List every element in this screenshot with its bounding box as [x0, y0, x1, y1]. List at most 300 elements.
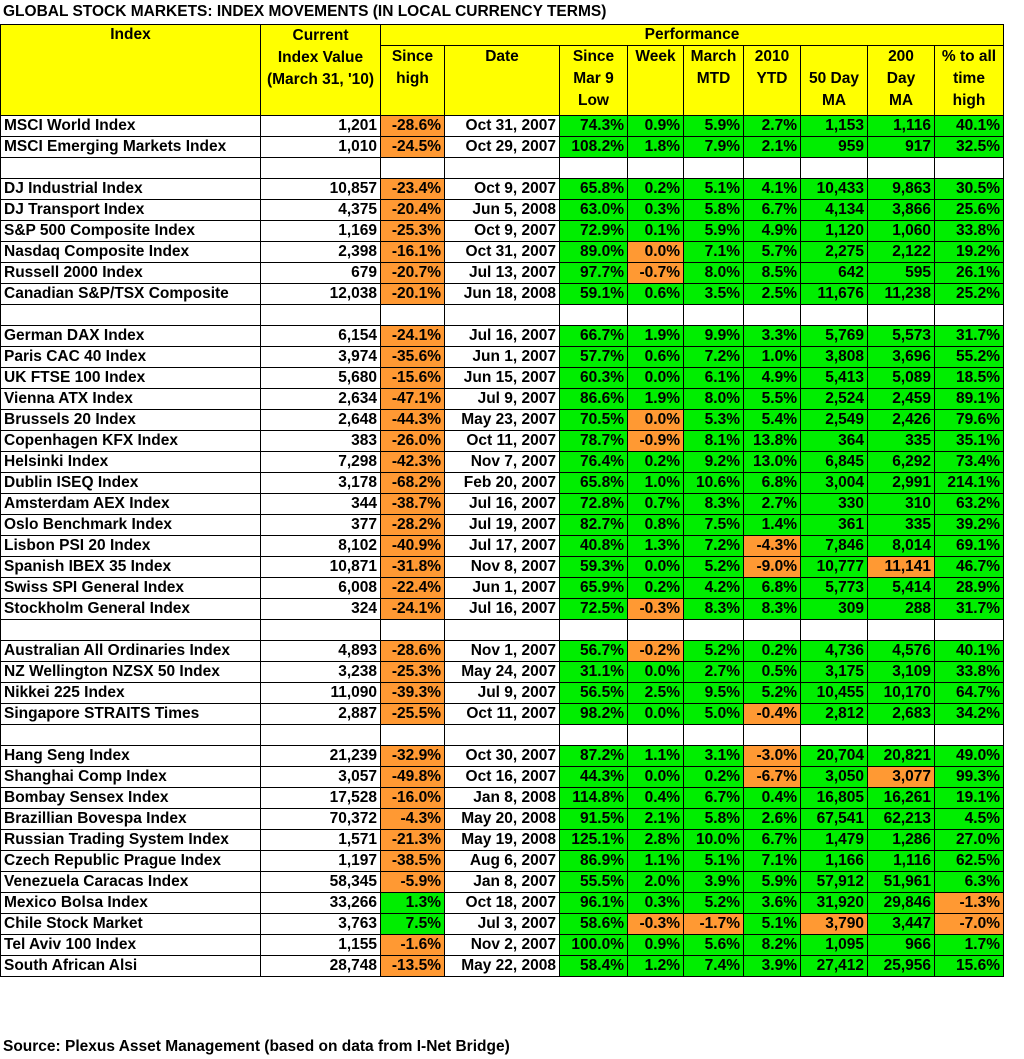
cell-high: -40.9% — [381, 536, 445, 557]
cell-ytd: 2.5% — [744, 284, 801, 305]
cell-ma50: 3,050 — [801, 767, 868, 788]
header-since-high-line2: high — [396, 70, 429, 87]
cell-mtd: 3.1% — [684, 746, 744, 767]
header-mtd-line1: March — [690, 48, 737, 65]
cell-high: -68.2% — [381, 473, 445, 494]
cell-week: 1.9% — [628, 389, 684, 410]
table-row — [1, 830, 1004, 851]
spacer-cell — [261, 305, 381, 326]
cell-name: Brussels 20 Index — [1, 410, 261, 431]
cell-ath: 26.1% — [935, 263, 1004, 284]
spacer-cell — [684, 725, 744, 746]
cell-ytd: 4.1% — [744, 179, 801, 200]
cell-mar9: 57.7% — [560, 347, 628, 368]
cell-ma200: 595 — [868, 263, 935, 284]
cell-week: -0.3% — [628, 914, 684, 935]
spacer-cell — [868, 305, 935, 326]
spacer-cell — [744, 725, 801, 746]
spacer-cell — [684, 620, 744, 641]
cell-ma200: 288 — [868, 599, 935, 620]
cell-mar9: 108.2% — [560, 137, 628, 158]
cell-high: -28.6% — [381, 116, 445, 137]
cell-ytd: 8.3% — [744, 599, 801, 620]
group-spacer — [1, 305, 1004, 326]
cell-mar9: 96.1% — [560, 893, 628, 914]
cell-high: -38.5% — [381, 851, 445, 872]
cell-name: DJ Transport Index — [1, 200, 261, 221]
cell-date: Nov 7, 2007 — [445, 452, 560, 473]
cell-mtd: 5.1% — [684, 179, 744, 200]
cell-ma50: 1,166 — [801, 851, 868, 872]
header-current-line2: Index Value — [277, 49, 364, 66]
cell-name: Hang Seng Index — [1, 746, 261, 767]
cell-name: Chile Stock Market — [1, 914, 261, 935]
cell-high: -47.1% — [381, 389, 445, 410]
cell-week: 0.0% — [628, 704, 684, 725]
cell-mar9: 58.4% — [560, 956, 628, 977]
cell-week: 1.2% — [628, 956, 684, 977]
cell-date: Jun 1, 2007 — [445, 347, 560, 368]
header-ath-line1: % to all — [941, 48, 997, 65]
cell-name: Copenhagen KFX Index — [1, 431, 261, 452]
cell-ma50: 4,736 — [801, 641, 868, 662]
cell-value: 3,763 — [261, 914, 381, 935]
table-row — [1, 452, 1004, 473]
cell-ma50: 10,777 — [801, 557, 868, 578]
cell-ath: 40.1% — [935, 641, 1004, 662]
cell-ma200: 2,426 — [868, 410, 935, 431]
cell-value: 33,266 — [261, 893, 381, 914]
cell-name: Vienna ATX Index — [1, 389, 261, 410]
cell-ath: 28.9% — [935, 578, 1004, 599]
cell-value: 58,345 — [261, 872, 381, 893]
cell-mtd: 7.2% — [684, 347, 744, 368]
cell-ath: 55.2% — [935, 347, 1004, 368]
cell-ma200: 11,141 — [868, 557, 935, 578]
cell-mtd: 5.8% — [684, 200, 744, 221]
cell-value: 324 — [261, 599, 381, 620]
header-mtd-line2: MTD — [696, 70, 731, 87]
cell-ytd: 0.2% — [744, 641, 801, 662]
table-row — [1, 242, 1004, 263]
spacer-cell — [744, 620, 801, 641]
cell-value: 10,857 — [261, 179, 381, 200]
cell-high: -32.9% — [381, 746, 445, 767]
cell-value: 1,169 — [261, 221, 381, 242]
cell-week: 0.4% — [628, 788, 684, 809]
cell-ytd: 5.9% — [744, 872, 801, 893]
cell-mtd: 9.9% — [684, 326, 744, 347]
table-row — [1, 137, 1004, 158]
cell-ath: 30.5% — [935, 179, 1004, 200]
cell-ytd: 0.5% — [744, 662, 801, 683]
cell-ma200: 2,459 — [868, 389, 935, 410]
cell-mar9: 125.1% — [560, 830, 628, 851]
cell-mtd: 8.1% — [684, 431, 744, 452]
cell-ma50: 2,524 — [801, 389, 868, 410]
cell-week: 0.3% — [628, 893, 684, 914]
cell-week: 0.8% — [628, 515, 684, 536]
cell-ath: 33.8% — [935, 662, 1004, 683]
cell-name: Lisbon PSI 20 Index — [1, 536, 261, 557]
cell-name: Australian All Ordinaries Index — [1, 641, 261, 662]
cell-ma200: 1,060 — [868, 221, 935, 242]
cell-ma200: 966 — [868, 935, 935, 956]
cell-value: 3,057 — [261, 767, 381, 788]
cell-week: 0.0% — [628, 410, 684, 431]
cell-ath: 40.1% — [935, 116, 1004, 137]
cell-mtd: 5.8% — [684, 809, 744, 830]
spacer-cell — [381, 305, 445, 326]
header-current-line1: Current — [292, 27, 349, 44]
source-note: Source: Plexus Asset Management (based on data from I-Net Bridge) — [3, 1038, 510, 1055]
cell-high: -24.5% — [381, 137, 445, 158]
table-row — [1, 221, 1004, 242]
cell-mar9: 72.9% — [560, 221, 628, 242]
cell-high: -20.4% — [381, 200, 445, 221]
table-row — [1, 662, 1004, 683]
cell-ytd: 3.3% — [744, 326, 801, 347]
spacer-cell — [445, 305, 560, 326]
cell-mtd: 5.6% — [684, 935, 744, 956]
table-row — [1, 578, 1004, 599]
cell-ath: 64.7% — [935, 683, 1004, 704]
cell-week: -0.9% — [628, 431, 684, 452]
cell-high: -20.7% — [381, 263, 445, 284]
cell-ma200: 917 — [868, 137, 935, 158]
spacer-cell — [445, 725, 560, 746]
header-ma50-line2: 50 Day — [809, 70, 859, 87]
cell-date: Jul 16, 2007 — [445, 599, 560, 620]
cell-ma200: 2,122 — [868, 242, 935, 263]
spacer-cell — [744, 158, 801, 179]
cell-mar9: 87.2% — [560, 746, 628, 767]
cell-week: 0.6% — [628, 347, 684, 368]
cell-ytd: -3.0% — [744, 746, 801, 767]
cell-ma200: 8,014 — [868, 536, 935, 557]
cell-high: -23.4% — [381, 179, 445, 200]
cell-ath: 32.5% — [935, 137, 1004, 158]
cell-value: 3,974 — [261, 347, 381, 368]
spacer-cell — [628, 158, 684, 179]
cell-value: 1,197 — [261, 851, 381, 872]
cell-name: German DAX Index — [1, 326, 261, 347]
cell-mar9: 59.3% — [560, 557, 628, 578]
cell-week: 0.0% — [628, 557, 684, 578]
cell-date: Feb 20, 2007 — [445, 473, 560, 494]
spacer-cell — [1, 158, 261, 179]
header-ma200-line2: Day — [886, 70, 916, 87]
cell-name: Swiss SPI General Index — [1, 578, 261, 599]
cell-ytd: 6.8% — [744, 473, 801, 494]
cell-ytd: 4.9% — [744, 221, 801, 242]
header-ytd-line2: YTD — [756, 70, 788, 87]
cell-value: 344 — [261, 494, 381, 515]
cell-name: Brazillian Bovespa Index — [1, 809, 261, 830]
cell-value: 21,239 — [261, 746, 381, 767]
cell-ath: 69.1% — [935, 536, 1004, 557]
table-row — [1, 326, 1004, 347]
cell-name: Stockholm General Index — [1, 599, 261, 620]
cell-ma50: 10,455 — [801, 683, 868, 704]
spacer-cell — [560, 305, 628, 326]
cell-ath: 25.2% — [935, 284, 1004, 305]
cell-value: 377 — [261, 515, 381, 536]
cell-high: 1.3% — [381, 893, 445, 914]
cell-high: 7.5% — [381, 914, 445, 935]
cell-ath: 25.6% — [935, 200, 1004, 221]
header-ytd-line1: 2010 — [754, 48, 790, 65]
cell-mar9: 66.7% — [560, 326, 628, 347]
cell-mtd: 7.1% — [684, 242, 744, 263]
cell-ath: 39.2% — [935, 515, 1004, 536]
cell-mtd: -1.7% — [684, 914, 744, 935]
cell-ytd: 6.7% — [744, 830, 801, 851]
header-mar9-line1: Since — [572, 48, 615, 65]
cell-name: Paris CAC 40 Index — [1, 347, 261, 368]
table-row — [1, 641, 1004, 662]
cell-mtd: 10.0% — [684, 830, 744, 851]
cell-mtd: 7.5% — [684, 515, 744, 536]
cell-high: -25.3% — [381, 221, 445, 242]
cell-ma200: 11,238 — [868, 284, 935, 305]
cell-date: Oct 29, 2007 — [445, 137, 560, 158]
header-ytd — [744, 46, 801, 116]
header-ath-line3: high — [952, 92, 986, 109]
cell-ytd: 6.7% — [744, 200, 801, 221]
table-row — [1, 473, 1004, 494]
cell-ma50: 6,845 — [801, 452, 868, 473]
cell-name: MSCI World Index — [1, 116, 261, 137]
cell-ma50: 642 — [801, 263, 868, 284]
cell-ma200: 16,261 — [868, 788, 935, 809]
header-ma50 — [801, 46, 868, 116]
cell-ma200: 62,213 — [868, 809, 935, 830]
cell-value: 6,008 — [261, 578, 381, 599]
cell-name: Canadian S&P/TSX Composite — [1, 284, 261, 305]
table-row — [1, 788, 1004, 809]
cell-week: 0.2% — [628, 179, 684, 200]
spacer-cell — [628, 725, 684, 746]
cell-value: 1,571 — [261, 830, 381, 851]
table-row — [1, 179, 1004, 200]
cell-mtd: 5.9% — [684, 221, 744, 242]
table-row — [1, 389, 1004, 410]
cell-name: Spanish IBEX 35 Index — [1, 557, 261, 578]
cell-ma50: 1,153 — [801, 116, 868, 137]
cell-ma200: 25,956 — [868, 956, 935, 977]
cell-mar9: 55.5% — [560, 872, 628, 893]
cell-value: 3,238 — [261, 662, 381, 683]
cell-mar9: 91.5% — [560, 809, 628, 830]
table-row — [1, 557, 1004, 578]
spacer-cell — [560, 620, 628, 641]
cell-ytd: 8.5% — [744, 263, 801, 284]
cell-value: 10,871 — [261, 557, 381, 578]
cell-mar9: 97.7% — [560, 263, 628, 284]
cell-ma50: 27,412 — [801, 956, 868, 977]
cell-value: 1,010 — [261, 137, 381, 158]
cell-week: 1.0% — [628, 473, 684, 494]
spacer-cell — [801, 620, 868, 641]
cell-ytd: 1.4% — [744, 515, 801, 536]
cell-ma50: 959 — [801, 137, 868, 158]
cell-mtd: 6.1% — [684, 368, 744, 389]
cell-value: 17,528 — [261, 788, 381, 809]
cell-date: Nov 8, 2007 — [445, 557, 560, 578]
cell-high: -39.3% — [381, 683, 445, 704]
cell-name: Venezuela Caracas Index — [1, 872, 261, 893]
header-since-high — [381, 46, 445, 116]
spacer-cell — [744, 305, 801, 326]
cell-ma200: 310 — [868, 494, 935, 515]
spacer-cell — [935, 725, 1004, 746]
header-ma200 — [868, 46, 935, 116]
cell-ytd: 4.9% — [744, 368, 801, 389]
cell-mar9: 76.4% — [560, 452, 628, 473]
cell-name: Nasdaq Composite Index — [1, 242, 261, 263]
cell-ath: 31.7% — [935, 326, 1004, 347]
cell-mtd: 0.2% — [684, 767, 744, 788]
cell-ma50: 10,433 — [801, 179, 868, 200]
cell-ma50: 361 — [801, 515, 868, 536]
cell-ma200: 335 — [868, 431, 935, 452]
spacer-cell — [445, 620, 560, 641]
cell-week: -0.7% — [628, 263, 684, 284]
cell-mtd: 9.5% — [684, 683, 744, 704]
cell-ath: 4.5% — [935, 809, 1004, 830]
cell-name: S&P 500 Composite Index — [1, 221, 261, 242]
cell-ma200: 3,696 — [868, 347, 935, 368]
cell-week: 2.8% — [628, 830, 684, 851]
cell-date: Aug 6, 2007 — [445, 851, 560, 872]
header-ath — [935, 46, 1004, 116]
cell-date: Jan 8, 2008 — [445, 788, 560, 809]
cell-week: 2.0% — [628, 872, 684, 893]
spacer-cell — [261, 158, 381, 179]
cell-high: -28.6% — [381, 641, 445, 662]
group-spacer — [1, 725, 1004, 746]
cell-name: South African Alsi — [1, 956, 261, 977]
cell-week: 1.8% — [628, 137, 684, 158]
cell-date: Nov 1, 2007 — [445, 641, 560, 662]
cell-mtd: 10.6% — [684, 473, 744, 494]
cell-ath: 6.3% — [935, 872, 1004, 893]
cell-mar9: 100.0% — [560, 935, 628, 956]
cell-ma50: 4,134 — [801, 200, 868, 221]
cell-value: 6,154 — [261, 326, 381, 347]
cell-mar9: 86.9% — [560, 851, 628, 872]
cell-ma200: 9,863 — [868, 179, 935, 200]
cell-value: 8,102 — [261, 536, 381, 557]
spacer-cell — [1, 620, 261, 641]
header-week: Week — [628, 46, 684, 116]
cell-high: -35.6% — [381, 347, 445, 368]
cell-week: 0.0% — [628, 662, 684, 683]
spacer-cell — [560, 725, 628, 746]
cell-mtd: 3.5% — [684, 284, 744, 305]
cell-date: Jul 13, 2007 — [445, 263, 560, 284]
cell-value: 4,893 — [261, 641, 381, 662]
cell-ytd: 3.9% — [744, 956, 801, 977]
cell-mtd: 8.0% — [684, 389, 744, 410]
cell-ytd: 13.8% — [744, 431, 801, 452]
group-spacer — [1, 620, 1004, 641]
cell-mar9: 82.7% — [560, 515, 628, 536]
cell-ma200: 3,447 — [868, 914, 935, 935]
cell-ytd: 3.6% — [744, 893, 801, 914]
cell-name: Russell 2000 Index — [1, 263, 261, 284]
cell-mar9: 65.8% — [560, 179, 628, 200]
cell-ma50: 3,175 — [801, 662, 868, 683]
spacer-cell — [381, 158, 445, 179]
cell-mtd: 5.2% — [684, 557, 744, 578]
cell-mtd: 3.9% — [684, 872, 744, 893]
cell-ma50: 5,769 — [801, 326, 868, 347]
cell-mar9: 56.7% — [560, 641, 628, 662]
table-row — [1, 704, 1004, 725]
cell-mtd: 5.0% — [684, 704, 744, 725]
cell-name: MSCI Emerging Markets Index — [1, 137, 261, 158]
cell-ma50: 1,095 — [801, 935, 868, 956]
header-ma200-line3: MA — [888, 92, 914, 109]
cell-value: 70,372 — [261, 809, 381, 830]
cell-high: -16.1% — [381, 242, 445, 263]
cell-ma50: 57,912 — [801, 872, 868, 893]
cell-ma200: 5,089 — [868, 368, 935, 389]
index-movements-table — [0, 24, 1004, 977]
cell-date: Jul 3, 2007 — [445, 914, 560, 935]
cell-ath: 33.8% — [935, 221, 1004, 242]
cell-ma50: 2,549 — [801, 410, 868, 431]
cell-high: -42.3% — [381, 452, 445, 473]
cell-ath: 214.1% — [935, 473, 1004, 494]
cell-ath: 99.3% — [935, 767, 1004, 788]
spacer-cell — [1, 725, 261, 746]
spacer-cell — [935, 620, 1004, 641]
cell-ma200: 51,961 — [868, 872, 935, 893]
spacer-cell — [560, 158, 628, 179]
cell-high: -20.1% — [381, 284, 445, 305]
spacer-cell — [801, 305, 868, 326]
cell-high: -21.3% — [381, 830, 445, 851]
cell-name: Bombay Sensex Index — [1, 788, 261, 809]
cell-high: -25.3% — [381, 662, 445, 683]
table-row — [1, 536, 1004, 557]
spacer-cell — [868, 725, 935, 746]
cell-high: -31.8% — [381, 557, 445, 578]
table-row — [1, 599, 1004, 620]
cell-week: 2.1% — [628, 809, 684, 830]
cell-ma200: 2,683 — [868, 704, 935, 725]
cell-mar9: 60.3% — [560, 368, 628, 389]
cell-name: Czech Republic Prague Index — [1, 851, 261, 872]
cell-ath: 79.6% — [935, 410, 1004, 431]
cell-high: -22.4% — [381, 578, 445, 599]
cell-ath: 1.7% — [935, 935, 1004, 956]
table-row — [1, 116, 1004, 137]
cell-name: UK FTSE 100 Index — [1, 368, 261, 389]
cell-mar9: 63.0% — [560, 200, 628, 221]
cell-high: -38.7% — [381, 494, 445, 515]
spacer-cell — [628, 305, 684, 326]
cell-date: May 20, 2008 — [445, 809, 560, 830]
cell-ytd: 2.7% — [744, 116, 801, 137]
cell-name: Singapore STRAITS Times — [1, 704, 261, 725]
cell-name: Shanghai Comp Index — [1, 767, 261, 788]
cell-ma50: 3,004 — [801, 473, 868, 494]
cell-mar9: 78.7% — [560, 431, 628, 452]
